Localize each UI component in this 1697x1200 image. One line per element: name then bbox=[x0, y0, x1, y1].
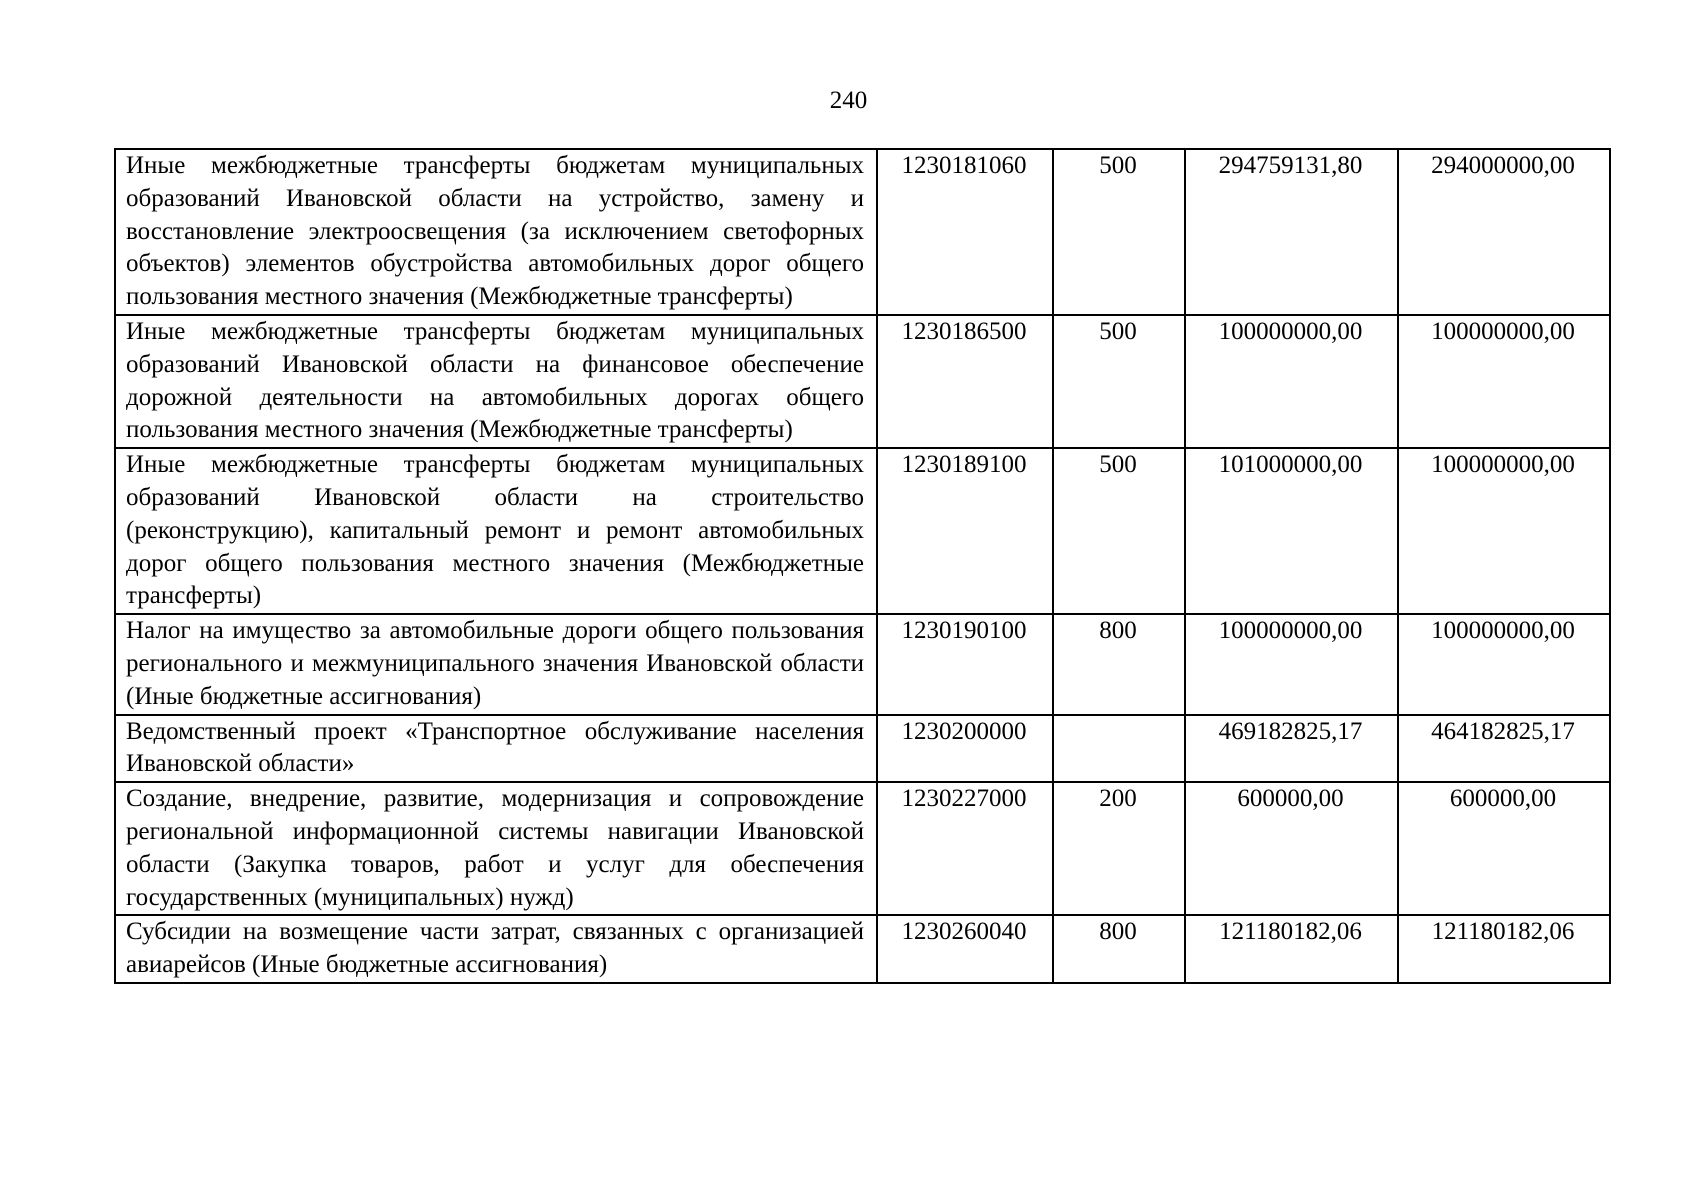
table-row bbox=[115, 315, 1610, 448]
row-amount-1: 100000000,00 bbox=[1185, 614, 1398, 714]
row-description: Иные межбюджетные трансферты бюджетам муниципальных образований Ивановской области на строительство (реконструкцию), капитальный ремонт и ремонт автомобильных дорог общего пользования местного значения (Межбюджетные трансферты) bbox=[115, 448, 877, 614]
row-target-code: 1230200000 bbox=[877, 715, 1053, 783]
table-row bbox=[115, 782, 1610, 915]
row-expense-type bbox=[1053, 715, 1185, 783]
row-target-code: 1230227000 bbox=[877, 782, 1053, 915]
row-amount-2: 294000000,00 bbox=[1398, 149, 1610, 315]
row-expense-type: 200 bbox=[1053, 782, 1185, 915]
row-description: Иные межбюджетные трансферты бюджетам муниципальных образований Ивановской области на устройство, замену и восстановление электроосвещения (за исключением светофорных объектов) элементов обустройства автомобильных дорог общего пользования местного значения (Межбюджетные трансферты) bbox=[115, 149, 877, 315]
row-target-code: 1230190100 bbox=[877, 614, 1053, 714]
row-amount-1: 101000000,00 bbox=[1185, 448, 1398, 614]
row-amount-1: 294759131,80 bbox=[1185, 149, 1398, 315]
row-amount-2: 600000,00 bbox=[1398, 782, 1610, 915]
row-target-code: 1230260040 bbox=[877, 915, 1053, 983]
table-row bbox=[115, 149, 1610, 315]
budget-table bbox=[114, 148, 1611, 984]
table-row bbox=[115, 715, 1610, 783]
row-description: Субсидии на возмещение части затрат, связанных с организацией авиарейсов (Иные бюджетные ассигнования) bbox=[115, 915, 877, 983]
row-expense-type: 800 bbox=[1053, 915, 1185, 983]
row-expense-type: 500 bbox=[1053, 315, 1185, 448]
budget-table-body bbox=[115, 149, 1610, 983]
table-row bbox=[115, 915, 1610, 983]
row-amount-1: 121180182,06 bbox=[1185, 915, 1398, 983]
page-number: 240 bbox=[829, 87, 868, 114]
row-amount-1: 600000,00 bbox=[1185, 782, 1398, 915]
table-row bbox=[115, 614, 1610, 714]
row-expense-type: 800 bbox=[1053, 614, 1185, 714]
row-expense-type: 500 bbox=[1053, 448, 1185, 614]
row-amount-1: 100000000,00 bbox=[1185, 315, 1398, 448]
row-description: Ведомственный проект «Транспортное обслуживание населения Ивановской области» bbox=[115, 715, 877, 783]
row-description: Создание, внедрение, развитие, модернизация и сопровождение региональной информационной системы навигации Ивановской области (Закупка товаров, работ и услуг для обеспечения государственных (муниципальных) нужд) bbox=[115, 782, 877, 915]
row-description: Иные межбюджетные трансферты бюджетам муниципальных образований Ивановской области на финансовое обеспечение дорожной деятельности на автомобильных дорогах общего пользования местного значения (Межбюджетные трансферты) bbox=[115, 315, 877, 448]
table-row bbox=[115, 448, 1610, 614]
row-amount-2: 100000000,00 bbox=[1398, 448, 1610, 614]
row-target-code: 1230186500 bbox=[877, 315, 1053, 448]
row-target-code: 1230189100 bbox=[877, 448, 1053, 614]
row-target-code: 1230181060 bbox=[877, 149, 1053, 315]
row-amount-1: 469182825,17 bbox=[1185, 715, 1398, 783]
row-amount-2: 121180182,06 bbox=[1398, 915, 1610, 983]
row-expense-type: 500 bbox=[1053, 149, 1185, 315]
row-amount-2: 100000000,00 bbox=[1398, 315, 1610, 448]
row-amount-2: 100000000,00 bbox=[1398, 614, 1610, 714]
row-description: Налог на имущество за автомобильные дороги общего пользования регионального и межмуниципального значения Ивановской области (Иные бюджетные ассигнования) bbox=[115, 614, 877, 714]
row-amount-2: 464182825,17 bbox=[1398, 715, 1610, 783]
